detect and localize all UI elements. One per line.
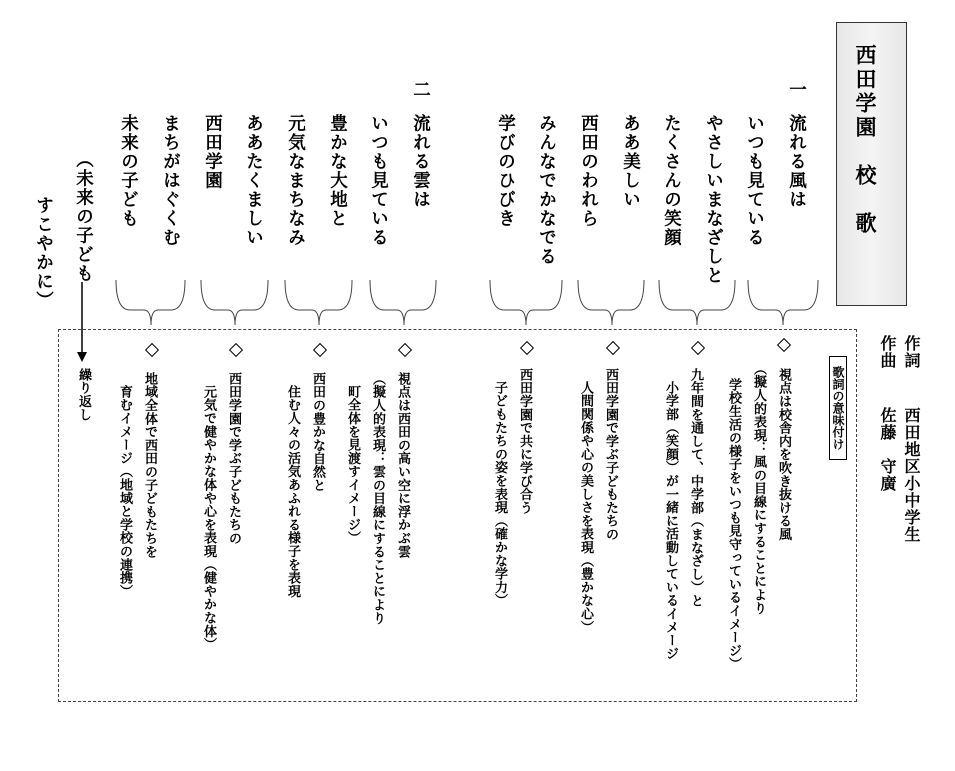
music-label: 作曲 xyxy=(878,335,897,369)
music-name: 佐藤 守廣 xyxy=(878,407,897,492)
meaning-text: 元気で健やかな体や心を表現（健やかな体） xyxy=(201,385,216,651)
meaning-text: 子どもたちの姿を表現（確かな学力） xyxy=(492,381,507,608)
meaning-text: 町全体を見渡すイメージ） xyxy=(345,385,360,545)
meaning-text: 西田学園で共に学び合う xyxy=(517,368,532,515)
verse2-line: ああたくましい xyxy=(243,114,264,247)
verse2-line: 豊かな大地と xyxy=(327,114,348,228)
meaning-text: 西田の豊かな自然と xyxy=(310,372,325,492)
meaning-text: 九年間を通して、中学部（まなざし）と xyxy=(688,368,703,608)
verse2-line: （未来の子ども xyxy=(73,150,94,283)
meaning-text: （擬人的表現：風の目線にすることにより xyxy=(751,362,766,615)
meaning-text: 視点は西田の高い空に浮かぶ雲 xyxy=(395,372,410,559)
meaning-text: 小学部（笑顔）が一緒に活動しているイメージ xyxy=(663,381,678,661)
verse1-line: 学びのひびき xyxy=(495,114,516,228)
verse2-line: 元気なまちなみ xyxy=(285,114,306,247)
lyrics-label: 作詞 xyxy=(902,335,921,369)
meaning-text: 地域全体で西田の子どもたちを xyxy=(142,372,157,559)
meaning-text: 人間関係や心の美しさを表現（豊かな心） xyxy=(578,381,593,634)
verse1-line: 流れる風は xyxy=(786,114,807,209)
verse2-number: 二 xyxy=(410,80,431,99)
verse2-line: 未来の子ども xyxy=(118,114,139,228)
verse2-line: まちがはぐくむ xyxy=(160,114,181,247)
meaning-text: 西田学園で学ぶ子どもたちの xyxy=(226,372,241,545)
verse2-line: 西田学園 xyxy=(202,114,223,190)
meaning-text: 学校生活の様子をいつも見守っているイメージ） xyxy=(726,378,741,671)
meaning-text: 住む人々の活気あふれる様子を表現 xyxy=(285,385,300,598)
verse1-number: 一 xyxy=(786,80,807,99)
meaning-text: 育むイメージ（地域と学校の連携） xyxy=(117,385,132,598)
verse1-line: いつも見ている xyxy=(744,114,765,247)
verse2-line: いつも見ている xyxy=(368,114,389,247)
repeat-note: 繰り返し xyxy=(76,368,91,422)
verse2-line: すこやかに） xyxy=(33,196,54,310)
verse1-line: みんなでかなでる xyxy=(536,114,557,266)
lyrics-name: 西田地区小中学生 xyxy=(902,407,921,543)
meaning-text: （擬人的表現：雲の目線にすることにより xyxy=(370,372,385,625)
verse1-line: 西田のわれら xyxy=(578,114,599,228)
verse1-line: たくさんの笑顔 xyxy=(661,114,682,247)
meaning-tag: 歌詞の意味付け xyxy=(829,356,847,460)
verse1-line: やさしいまなざしと xyxy=(703,114,724,285)
page-title: 西田学園 校 歌 xyxy=(853,44,878,236)
verse2-line: 流れる雲は xyxy=(410,114,431,209)
meaning-text: 視点は校舎内を吹き抜ける風 xyxy=(776,368,791,541)
verse1-line: ああ美しい xyxy=(620,114,641,209)
meaning-text: 西田学園で学ぶ子どもたちの xyxy=(603,368,618,541)
